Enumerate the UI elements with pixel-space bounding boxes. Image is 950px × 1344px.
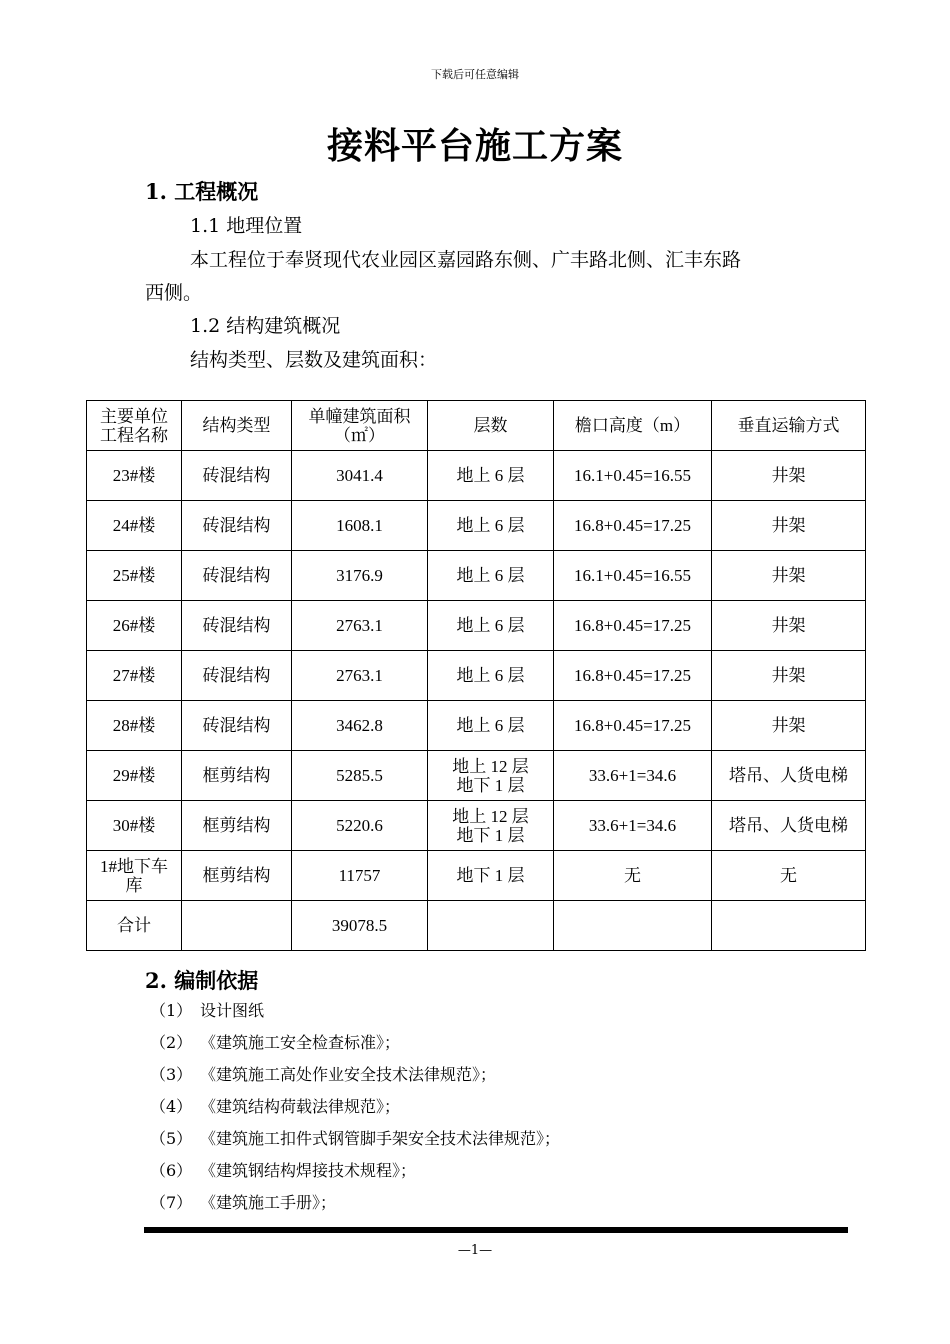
- cell-line: 砖混结构: [202, 666, 271, 685]
- table-cell: [428, 651, 554, 701]
- cell-line: 29#楼: [112, 766, 156, 785]
- table-cell: [182, 601, 292, 651]
- cell-line: 地下 1 层: [456, 825, 525, 845]
- table-cell: [87, 901, 182, 951]
- table-row: [87, 451, 866, 501]
- reference-number: （7）: [150, 1193, 193, 1212]
- cell-line: 11757: [338, 866, 381, 885]
- table-body: [87, 451, 866, 951]
- cell-line: 层数: [473, 416, 508, 435]
- table-cell: [554, 801, 712, 851]
- reference-item: [150, 1193, 336, 1213]
- cell-line: 地上 12 层: [452, 756, 529, 776]
- table-cell: [428, 801, 554, 851]
- reference-item: [150, 1161, 416, 1181]
- reference-item: [150, 1097, 400, 1117]
- cell-line: 2763.1: [336, 616, 383, 635]
- table-cell: [428, 701, 554, 751]
- cell-line: 砖混结构: [202, 516, 271, 535]
- table-cell: [292, 451, 428, 501]
- cell-line: 地下 1 层: [456, 866, 525, 885]
- structure-intro-text: 结构类型、层数及建筑面积：: [190, 349, 438, 371]
- cell-line: 塔吊、人货电梯: [729, 816, 848, 835]
- cell-line: 16.8+0.45=17.25: [574, 666, 691, 685]
- cell-line: 5220.6: [336, 816, 383, 835]
- cell-line: 33.6+1=34.6: [588, 816, 677, 835]
- reference-number: （2）: [150, 1033, 193, 1052]
- cell-line: 3176.9: [336, 566, 383, 585]
- table-cell: [182, 451, 292, 501]
- table-cell: [554, 601, 712, 651]
- column-header: [87, 401, 182, 451]
- table-cell: [292, 501, 428, 551]
- cell-line: （㎡）: [334, 425, 385, 445]
- table-row: [87, 851, 866, 901]
- cell-line: 30#楼: [112, 816, 156, 835]
- table-cell: [87, 601, 182, 651]
- cell-line: 28#楼: [112, 716, 156, 735]
- cell-line: 合计: [117, 916, 151, 935]
- reference-number: （3）: [150, 1065, 193, 1084]
- table-cell: [712, 851, 866, 901]
- table-cell: [428, 901, 554, 951]
- reference-number: （4）: [150, 1097, 193, 1116]
- reference-item: [150, 1129, 560, 1149]
- table-cell: [428, 501, 554, 551]
- section1-2-heading: 1.2 结构建筑概况: [190, 315, 341, 337]
- table-cell: [182, 501, 292, 551]
- section1-heading: 1. 工程概况: [145, 179, 259, 204]
- table-header: [87, 401, 866, 451]
- table-cell: [292, 801, 428, 851]
- table-cell: [554, 501, 712, 551]
- table-cell: [182, 801, 292, 851]
- cell-line: 井架: [771, 566, 806, 585]
- table-cell: [712, 551, 866, 601]
- table-cell: [712, 651, 866, 701]
- table-row: [87, 551, 866, 601]
- table-cell: [182, 551, 292, 601]
- table-cell: [712, 451, 866, 501]
- cell-line: 无: [624, 866, 641, 885]
- location-text-line2: 西侧。: [145, 282, 203, 304]
- cell-line: 16.8+0.45=17.25: [574, 616, 691, 635]
- table-row: [87, 701, 866, 751]
- cell-line: 3462.8: [336, 716, 383, 735]
- reference-text: 《建筑结构荷载法律规范》；: [200, 1097, 401, 1116]
- table-cell: [182, 751, 292, 801]
- table-cell: [428, 551, 554, 601]
- table-cell: [182, 651, 292, 701]
- table-cell: [554, 701, 712, 751]
- table-row: [87, 751, 866, 801]
- cell-line: 井架: [771, 616, 806, 635]
- reference-number: （1）: [150, 1001, 193, 1020]
- column-header: [292, 401, 428, 451]
- cell-line: 33.6+1=34.6: [588, 766, 677, 785]
- cell-line: 工程名称: [100, 425, 168, 445]
- cell-line: 地上 6 层: [456, 616, 525, 635]
- cell-line: 框剪结构: [202, 866, 271, 885]
- cell-line: 主要单位: [100, 406, 168, 426]
- reference-item: [150, 1065, 496, 1085]
- reference-text: 《建筑钢结构焊接技术规程》；: [200, 1161, 417, 1180]
- cell-line: 井架: [771, 466, 806, 485]
- cell-line: 砖混结构: [202, 466, 271, 485]
- cell-line: 1608.1: [336, 516, 383, 535]
- table-cell: [292, 751, 428, 801]
- table-cell: [554, 851, 712, 901]
- document-title: 接料平台施工方案: [326, 125, 623, 167]
- cell-line: 井架: [771, 516, 806, 535]
- table-cell: [87, 751, 182, 801]
- cell-line: 无: [780, 866, 797, 885]
- cell-line: 25#楼: [112, 566, 156, 585]
- cell-line: 地上 6 层: [456, 666, 525, 685]
- table-cell: [712, 901, 866, 951]
- table-cell: [554, 901, 712, 951]
- cell-line: 16.1+0.45=16.55: [574, 566, 691, 585]
- table-cell: [712, 751, 866, 801]
- reference-item: [150, 1033, 400, 1053]
- cell-line: 3041.4: [336, 466, 383, 485]
- section1-1-heading: 1.1 地理位置: [190, 215, 303, 237]
- table-cell: [87, 651, 182, 701]
- cell-line: 地下 1 层: [456, 775, 525, 795]
- table-cell: [182, 701, 292, 751]
- table-row: [87, 801, 866, 851]
- cell-line: 地上 12 层: [452, 806, 529, 826]
- cell-line: 垂直运输方式: [737, 416, 840, 435]
- cell-line: 2763.1: [336, 666, 383, 685]
- cell-line: 27#楼: [112, 666, 156, 685]
- reference-text: 《建筑施工高处作业安全技术法律规范》；: [200, 1065, 497, 1084]
- table-cell: [428, 451, 554, 501]
- table-cell: [554, 551, 712, 601]
- column-header: [712, 401, 866, 451]
- cell-line: 结构类型: [202, 416, 271, 435]
- table-cell: [712, 501, 866, 551]
- cell-line: 砖混结构: [202, 616, 271, 635]
- cell-line: 23#楼: [112, 466, 156, 485]
- table-cell: [87, 851, 182, 901]
- reference-text: 《建筑施工扣件式钢管脚手架安全技术法律规范》；: [200, 1129, 561, 1148]
- table-cell: [292, 701, 428, 751]
- table-cell: [428, 751, 554, 801]
- table-cell: [554, 751, 712, 801]
- cell-line: 16.1+0.45=16.55: [574, 466, 691, 485]
- table-cell: [712, 601, 866, 651]
- table-cell: [182, 901, 292, 951]
- cell-line: 檐口高度（m）: [574, 416, 691, 435]
- table-row: [87, 501, 866, 551]
- table-row: [87, 901, 866, 951]
- column-header: [428, 401, 554, 451]
- cell-line: 26#楼: [112, 616, 156, 635]
- reference-text: 《建筑施工安全检查标准》；: [200, 1033, 401, 1052]
- cell-line: 地上 6 层: [456, 466, 525, 485]
- cell-line: 框剪结构: [202, 766, 271, 785]
- reference-text: 《建筑施工手册》；: [200, 1193, 337, 1212]
- cell-line: 5285.5: [336, 766, 383, 785]
- cell-line: 1#地下车: [100, 856, 168, 876]
- table-cell: [182, 851, 292, 901]
- section2-heading: 2. 编制依据: [145, 968, 259, 993]
- table-cell: [292, 851, 428, 901]
- building-overview-table: [86, 400, 866, 951]
- table-cell: [292, 601, 428, 651]
- cell-line: 地上 6 层: [456, 716, 525, 735]
- column-header: [554, 401, 712, 451]
- header-note: 下载后可任意编辑: [431, 68, 519, 81]
- footer-rule: [144, 1227, 848, 1233]
- cell-line: 39078.5: [331, 916, 388, 935]
- cell-line: 库: [125, 875, 143, 895]
- table-cell: [428, 601, 554, 651]
- location-text-line1: 本工程位于奉贤现代农业园区嘉园路东侧、广丰路北侧、汇丰东路: [190, 249, 742, 271]
- table-cell: [87, 551, 182, 601]
- table-cell: [292, 551, 428, 601]
- cell-line: 地上 6 层: [456, 516, 525, 535]
- cell-line: 塔吊、人货电梯: [729, 766, 848, 785]
- cell-line: 16.8+0.45=17.25: [574, 716, 691, 735]
- cell-line: 框剪结构: [202, 816, 271, 835]
- page-number: —1—: [457, 1243, 493, 1258]
- reference-item: [150, 1001, 264, 1021]
- table-cell: [87, 451, 182, 501]
- table-cell: [554, 451, 712, 501]
- cell-line: 井架: [771, 666, 806, 685]
- reference-number: （6）: [150, 1161, 193, 1180]
- table-cell: [292, 651, 428, 701]
- table-cell: [554, 651, 712, 701]
- reference-text: 设计图纸: [200, 1001, 265, 1020]
- column-header: [182, 401, 292, 451]
- table-row: [87, 651, 866, 701]
- table-cell: [292, 901, 428, 951]
- table-cell: [87, 701, 182, 751]
- cell-line: 地上 6 层: [456, 566, 525, 585]
- cell-line: 砖混结构: [202, 566, 271, 585]
- cell-line: 16.8+0.45=17.25: [574, 516, 691, 535]
- cell-line: 井架: [771, 716, 806, 735]
- cell-line: 单幢建筑面积: [308, 406, 411, 426]
- cell-line: 24#楼: [112, 516, 156, 535]
- table-header-row: [87, 401, 866, 451]
- table-row: [87, 601, 866, 651]
- cell-line: 砖混结构: [202, 716, 271, 735]
- table-cell: [87, 501, 182, 551]
- reference-number: （5）: [150, 1129, 193, 1148]
- table-cell: [712, 801, 866, 851]
- table-cell: [87, 801, 182, 851]
- table-cell: [712, 701, 866, 751]
- table-cell: [428, 851, 554, 901]
